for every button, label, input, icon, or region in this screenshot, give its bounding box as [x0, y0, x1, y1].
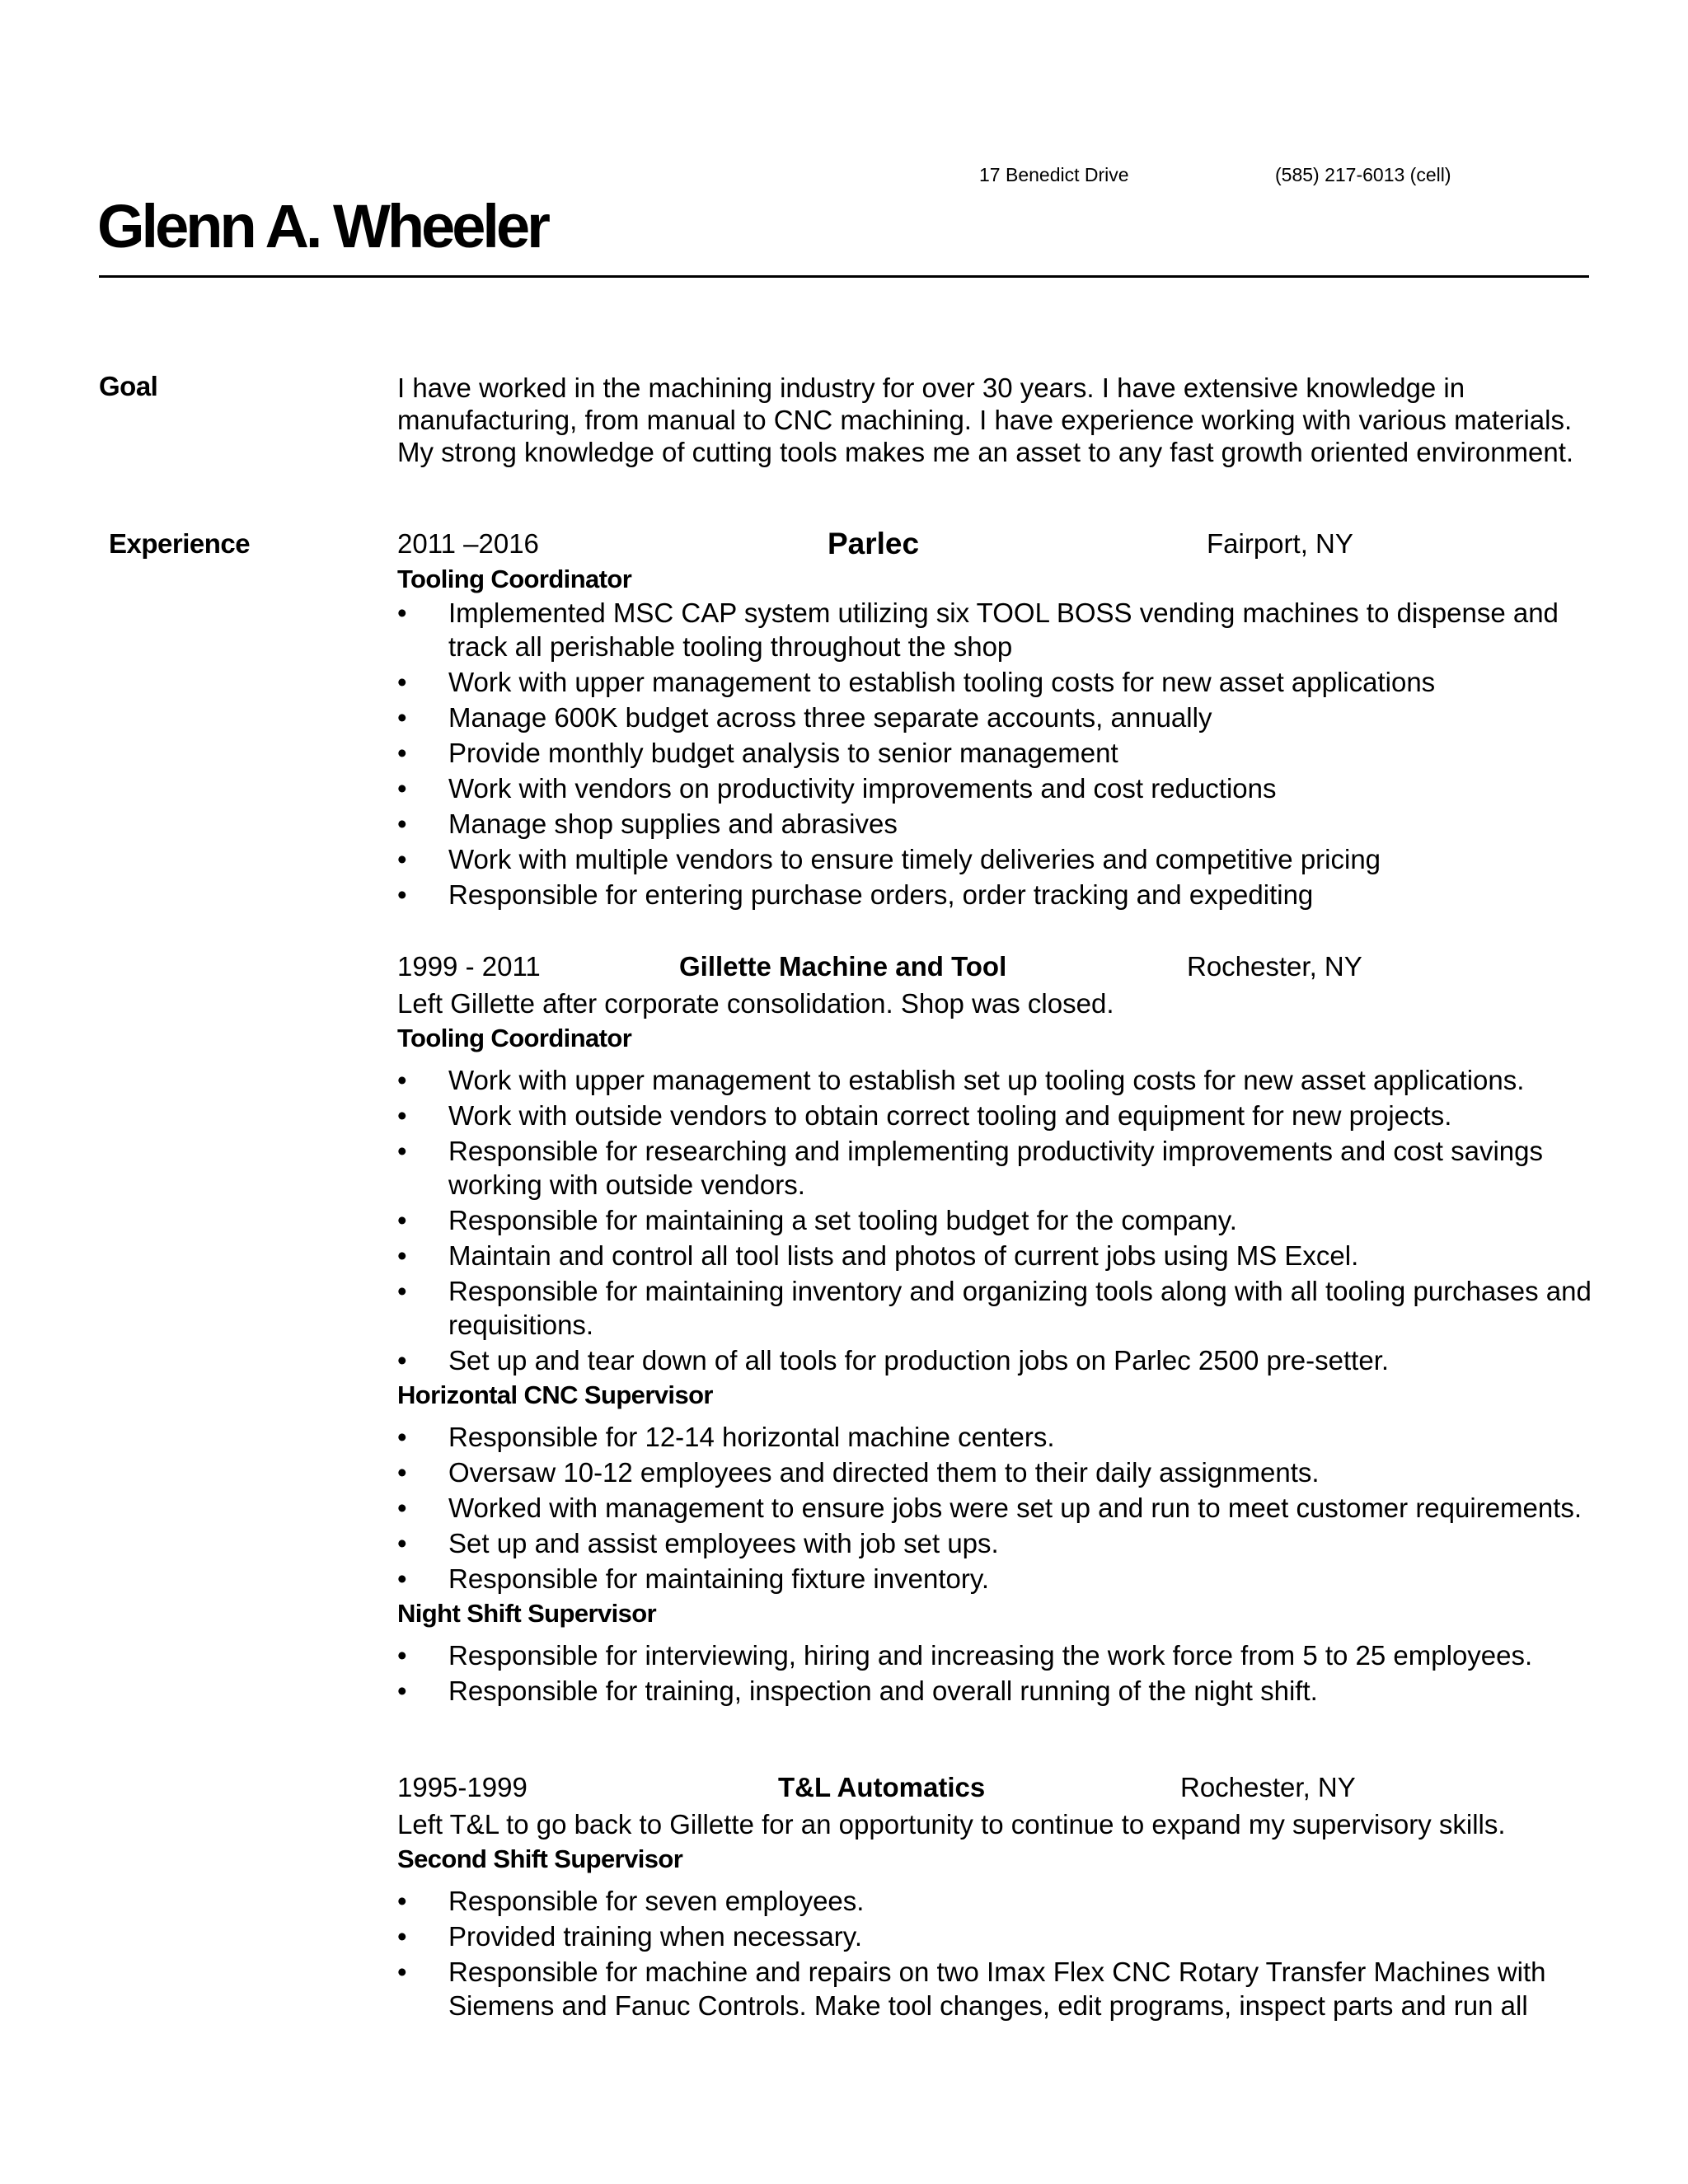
list-item: • Responsible for seven employees. — [397, 1884, 1592, 1918]
list-item: • Manage 600K budget across three separate accounts, annually — [397, 701, 1592, 734]
list-item: • Provide monthly budget analysis to senior management — [397, 736, 1592, 770]
candidate-name: Glenn A. Wheeler — [97, 192, 547, 260]
job-note: Left Gillette after corporate consolidation. Shop was closed. — [397, 988, 1114, 1019]
goal-paragraph — [397, 372, 1592, 468]
experience-heading: Experience — [109, 528, 251, 559]
job-dates: 2011 –2016 — [397, 528, 539, 559]
list-item: • Provided training when necessary. — [397, 1919, 1592, 1953]
goal-line: I have worked in the machining industry for over 30 years. I have extensive knowledge in — [397, 373, 1465, 403]
list-item: • Responsible for 12-14 horizontal machine centers. — [397, 1420, 1592, 1454]
list-item: • Responsible for machine and repairs on two Imax Flex CNC Rotary Transfer Machines with Siemens and Fanuc Controls. Make tool changes, edit programs, inspect parts and run all — [397, 1955, 1592, 2022]
list-item: • Responsible for researching and implementing productivity improvements and cost savings working with outside vendors. — [397, 1134, 1592, 1202]
role-bullets — [397, 1884, 1592, 2022]
list-item: • Worked with management to ensure jobs were set up and run to meet customer requirements. — [397, 1491, 1592, 1525]
phone: (585) 217-6013 (cell) — [1275, 164, 1451, 185]
job-gillette — [397, 948, 1592, 1709]
job-header — [397, 1769, 1592, 1807]
list-item: • Responsible for maintaining inventory and organizing tools along with all tooling purchases and requisitions. — [397, 1274, 1592, 1342]
job-role-title: Night Shift Supervisor — [397, 1599, 657, 1628]
list-item: • Set up and assist employees with job set ups. — [397, 1526, 1592, 1560]
job-dates: 1995-1999 — [397, 1772, 528, 1802]
list-item: • Responsible for entering purchase orders, order tracking and expediting — [397, 878, 1592, 912]
job-tl-automatics — [397, 1769, 1592, 2024]
role-bullets — [397, 1063, 1592, 1377]
job-note: Left T&L to go back to Gillette for an opportunity to continue to expand my supervisory skills. — [397, 1809, 1506, 1840]
list-item: • Set up and tear down of all tools for production jobs on Parlec 2500 pre-setter. — [397, 1343, 1592, 1377]
list-item: • Responsible for maintaining fixture inventory. — [397, 1562, 1592, 1596]
list-item: • Work with multiple vendors to ensure timely deliveries and competitive pricing — [397, 842, 1592, 876]
job-company: T&L Automatics — [778, 1772, 986, 1802]
list-item: • Oversaw 10-12 employees and directed them to their daily assignments. — [397, 1455, 1592, 1489]
list-item: • Work with vendors on productivity improvements and cost reductions — [397, 771, 1592, 805]
address: 17 Benedict Drive — [979, 164, 1129, 185]
job-dates: 1999 - 2011 — [397, 951, 541, 982]
job-header — [397, 525, 1592, 563]
job-header — [397, 948, 1592, 986]
job-role-title: Tooling Coordinator — [397, 1024, 632, 1052]
list-item: • Responsible for maintaining a set tooling budget for the company. — [397, 1203, 1592, 1237]
role-bullets — [397, 1638, 1592, 1708]
list-item: • Responsible for interviewing, hiring and increasing the work force from 5 to 25 employees. — [397, 1638, 1592, 1672]
list-item: • Work with upper management to establish tooling costs for new asset applications — [397, 665, 1592, 699]
header-divider — [99, 275, 1589, 278]
list-item: • Implemented MSC CAP system utilizing six TOOL BOSS vending machines to dispense and track all perishable tooling throughout the shop — [397, 596, 1592, 663]
role-bullets — [397, 1420, 1592, 1596]
job-role-title: Tooling Coordinator — [397, 565, 632, 593]
list-item: • Maintain and control all tool lists and photos of current jobs using MS Excel. — [397, 1239, 1592, 1272]
job-company: Parlec — [828, 527, 920, 560]
job-location: Rochester, NY — [1180, 1772, 1356, 1802]
job-role-title: Second Shift Supervisor — [397, 1844, 683, 1873]
list-item: • Work with outside vendors to obtain correct tooling and equipment for new projects. — [397, 1099, 1592, 1132]
list-item: • Manage shop supplies and abrasives — [397, 807, 1592, 841]
job-role-title: Horizontal CNC Supervisor — [397, 1380, 713, 1409]
job-location: Rochester, NY — [1187, 951, 1362, 982]
job-parlec — [397, 525, 1592, 913]
role-bullets — [397, 596, 1592, 912]
goal-line: My strong knowledge of cutting tools makes me an asset to any fast growth oriented environment. — [397, 437, 1574, 467]
job-location: Fairport, NY — [1207, 528, 1353, 559]
job-company: Gillette Machine and Tool — [679, 951, 1007, 982]
list-item: • Responsible for training, inspection and overall running of the night shift. — [397, 1674, 1592, 1708]
goal-heading: Goal — [99, 371, 158, 401]
goal-line: manufacturing, from manual to CNC machining. I have experience working with various materials. — [397, 405, 1573, 435]
list-item: • Work with upper management to establish set up tooling costs for new asset applications. — [397, 1063, 1592, 1097]
